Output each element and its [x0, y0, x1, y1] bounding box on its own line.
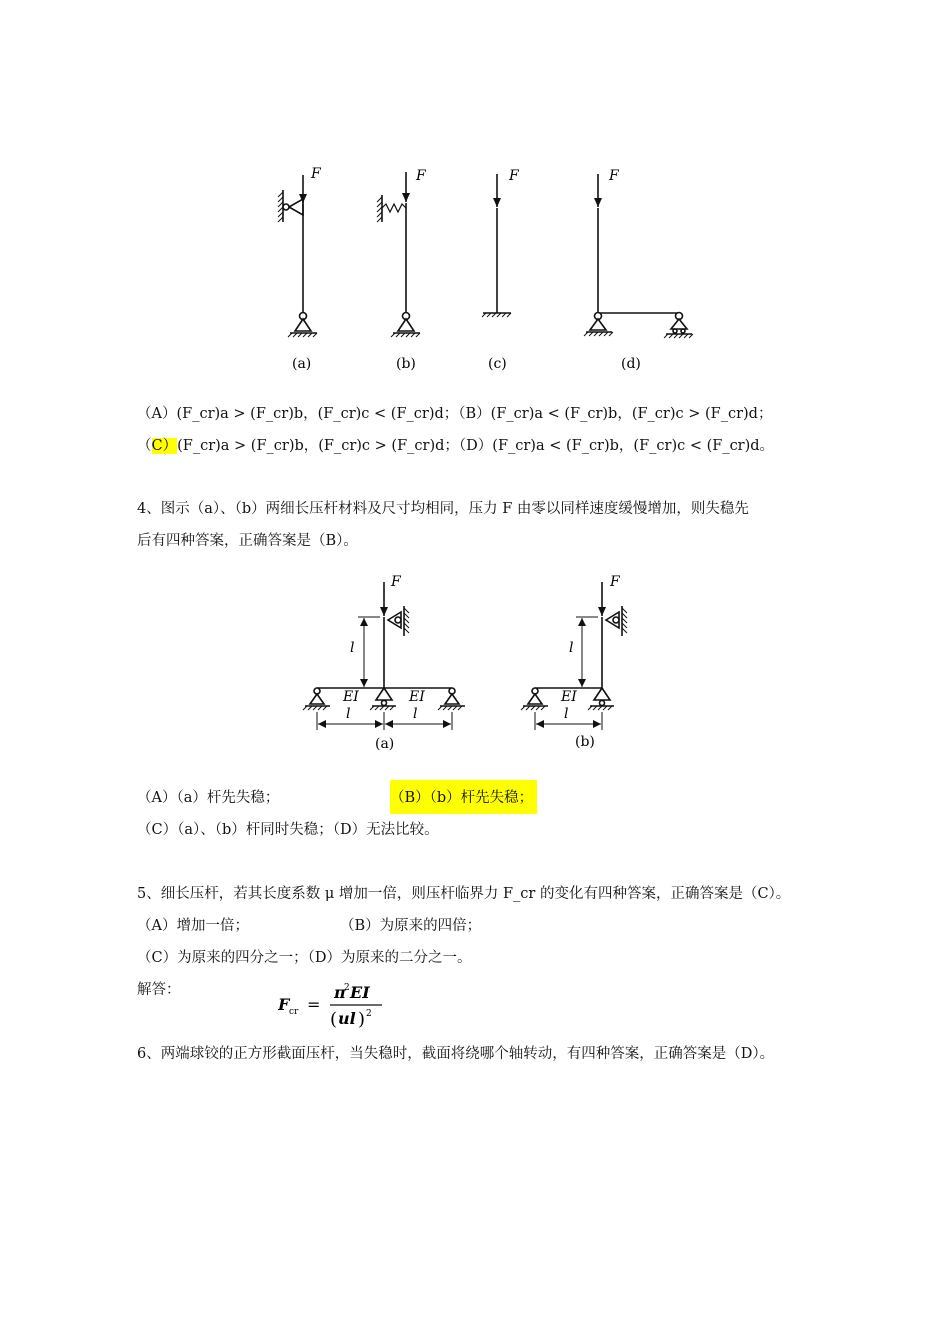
q4-caption-a: (a): [375, 736, 395, 752]
q3-option-a-label: （A）: [137, 406, 177, 422]
q3-option-c-text: (F_cr)a > (F_cr)b，(F_cr)c > (F_cr)d；: [177, 438, 459, 454]
load-label-b: F: [416, 168, 426, 184]
svg-text:π: π: [334, 983, 346, 1002]
svg-text:EI: EI: [350, 983, 370, 1002]
q3-option-d-label: （D）: [458, 438, 493, 454]
svg-text:=: =: [307, 995, 321, 1014]
q4-ei-label-a-right: EI: [409, 689, 425, 705]
q4-length-label-a-right: l: [413, 706, 418, 722]
q6-stem: 6、两端球铰的正方形截面压杆，当失稳时，截面将绕哪个轴转动，有四种答案，正确答案是（D）。: [137, 1046, 775, 1062]
figure-columns: [0, 0, 950, 380]
q5-option-cd: （C）为原来的四分之一；（D）为原来的二分之一。: [137, 950, 472, 966]
svg-text:2: 2: [344, 983, 350, 993]
q4-stem-line1: 4、图示（a）、（b）两细长压杆材料及尺寸均相同，压力 F 由零以同样速度缓慢增加，则失稳先: [137, 501, 749, 517]
caption-b: (b): [396, 356, 416, 372]
q4-option-b-highlight: （B）（b）杆先失稳；: [390, 780, 537, 814]
q5-formula: [278, 978, 398, 1032]
q5-answer-label: 解答：: [137, 982, 181, 998]
q3-option-c-open: （: [137, 438, 152, 454]
q5-option-b: （B）为原来的四倍；: [340, 918, 482, 934]
svg-text:F: F: [278, 995, 290, 1014]
q3-option-b-text: (F_cr)a < (F_cr)b，(F_cr)c > (F_cr)d；: [490, 406, 773, 422]
svg-text:cr: cr: [289, 1007, 299, 1017]
load-label-a: F: [311, 166, 321, 182]
load-label-d: F: [609, 168, 619, 184]
q3-options-line2: [137, 436, 774, 456]
q4-load-label-a: F: [391, 574, 401, 590]
load-label-c: F: [509, 168, 519, 184]
q4-stem-line2: 后有四种答案，正确答案是（B）。: [137, 533, 358, 549]
column-c: [482, 174, 511, 317]
q3-option-c-label-highlight: C）: [151, 438, 178, 454]
q4-option-a: （A）（a）杆先失稳；: [137, 790, 280, 806]
caption-a: (a): [292, 356, 312, 372]
q3-option-d-text: (F_cr)a < (F_cr)b，(F_cr)c < (F_cr)d。: [492, 438, 775, 454]
svg-text:(: (: [330, 1009, 338, 1030]
q4-length-label-b-vertical: l: [569, 640, 574, 656]
structure-b: [521, 582, 627, 730]
q5-stem: 5、细长压杆，若其长度系数 μ 增加一倍，则压杆临界力 F_cr 的变化有四种答案，正确答案是（C）。: [137, 886, 791, 902]
svg-text:2: 2: [366, 1009, 372, 1019]
figure-q4: [0, 560, 950, 760]
q4-option-cd: （C）（a）、（b）杆同时失稳；（D）无法比较。: [137, 822, 439, 838]
caption-d: (d): [621, 356, 641, 372]
q5-option-a: （A）增加一倍；: [137, 918, 249, 934]
q4-ei-label-b: EI: [561, 689, 577, 705]
caption-c: (c): [488, 356, 507, 372]
q4-length-label-b: l: [564, 706, 569, 722]
svg-text:): ): [358, 1009, 366, 1030]
q3-option-b-label: （B）: [458, 406, 491, 422]
column-b: [377, 172, 420, 337]
column-d: [584, 174, 693, 338]
column-a: [278, 175, 317, 337]
q4-ei-label-a-left: EI: [343, 689, 359, 705]
q3-options-line1: [137, 404, 772, 424]
structure-a: [303, 582, 465, 730]
q3-option-a-text: (F_cr)a > (F_cr)b，(F_cr)c < (F_cr)d；: [176, 406, 459, 422]
svg-text:ul: ul: [338, 1009, 356, 1028]
q4-length-label-a-left: l: [346, 706, 351, 722]
q4-length-label-a-vertical: l: [350, 640, 355, 656]
q4-caption-b: (b): [575, 734, 595, 750]
q4-load-label-b: F: [610, 574, 620, 590]
q5-formula-drawing: [278, 978, 398, 1032]
